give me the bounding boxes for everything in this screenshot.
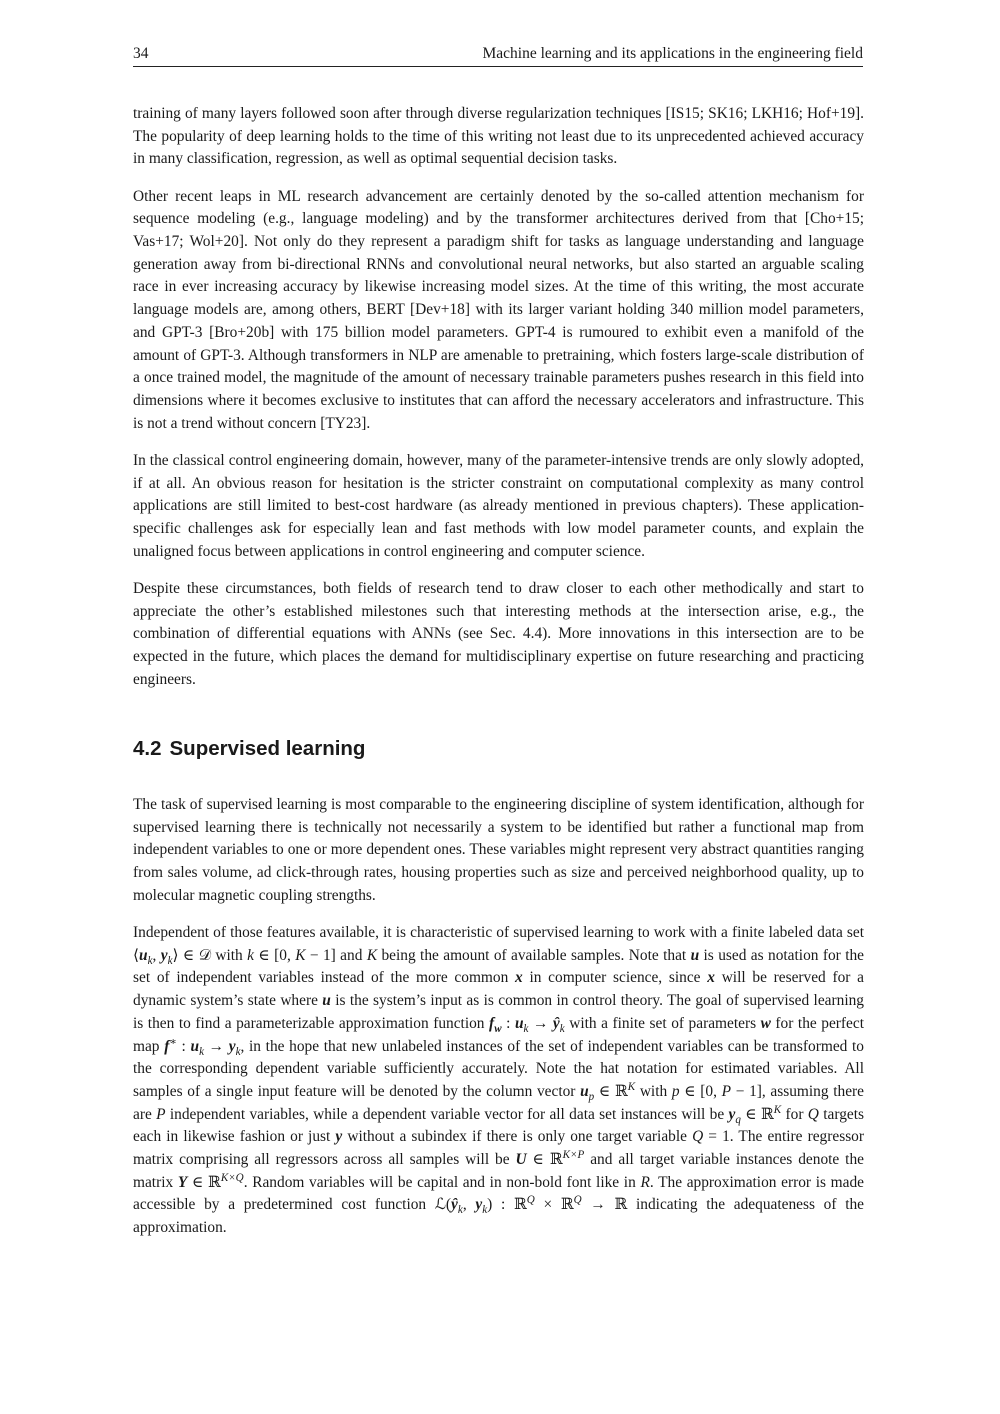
paragraph-supervised-notation: Independent of those features available, it is characteristic of supervised learning to work with a finite labeled data set $⟨u_k$, $y_k⟩$ ∈ 𝒟 with k ∈ [0, K − 1] and K being the amount of available samples. Note that u is used as notation for the set of independent variables instead of the more common x in computer science, since x will be reserved for a dynamic system’s state where u is the system’s input as is common in control theory. The goal of supervised learning is then to find a parameterizable approximation function $f_w$ : $u_k$ → $ŷ_k$ with a finite set of parameters w for the perfect map f∗ : $u_k \to y_k$, in the hope that new unlabeled instances of the set of independent variables can be transformed to the corresponding dependent variable sufficiently accurately. Note the hat notation for estimated variables. All samples of a single input feature will be denoted by the column vector $u_p$ ∈ ℝ$^K$ with p ∈ [0, P − 1], assuming there are P independent variables, while a dependent variable vector for all data set instances will be $y_q$ ∈ ℝ$^K$ for Q targets each in likewise fashion or just y without a subindex if there is only one target variable Q = 1. The entire regressor matrix comprising all regressors across all samples will be U ∈ ℝ$^{K\times P}$ and all target variable instances denote the matrix Y ∈ ℝ$^{K\times Q}$. Random variables will be capital and in non-bold font like in R. The approximation error is made accessible by a predetermined cost function $ℒ(ŷ_k$, $y_k$) : ℝ$^Q$ × ℝ$^Q$ → ℝ indicating the adequateness of the approximation. <box>133 924 865 1237</box>
paragraph-supervised-intro: The task of supervised learning is most comparable to the engineering discipline of system identification, although for supervised learning there is technically not necessarily a system to be identified but rather a functional map from independent variables to one or more dependent ones. These variables might represent very abstract quantities ranging from sales volume, ad click-through rates, housing properties such as size and perceived neighborhood quality, up to molecular magnetic coupling strengths. <box>133 796 864 904</box>
section-title: Supervised learning <box>169 737 366 760</box>
section-heading <box>133 736 864 762</box>
page-number: 34 <box>133 45 149 62</box>
paragraph-attention: Other recent leaps in ML research advancement are certainly denoted by the so-called attention mechanism for sequence modeling (e.g., language modeling) and by the transformer architectures derived from that [Cho+15; Vas+17; Wol+20]. Not only do they represent a paradigm shift for tasks as language understanding and language generation away from bi-directional RNNs and convolutional neural networks, but also started an arguable scaling race in ever increasing accuracy by likewise increasing model sizes. At the time of this writing, the most accurate language models are, among others, BERT [Dev+18] with its larger variant holding 340 million model parameters, and GPT-3 [Bro+20b] with 175 billion model parameters. GPT-4 is rumoured to exhibit even a manifold of the amount of GPT-3. Although transformers in NLP are amenable to pretraining, which fosters large-scale distribution of a once trained model, the magnitude of the amount of necessary trainable parameters pushes research in this field into dimensions where it becomes exclusive to institutes that can afford the necessary accelerators and infrastructure. This is not a trend without concern [TY23]. <box>133 187 864 432</box>
body-text-supervised <box>133 794 864 1254</box>
section-number: 4.2 <box>133 737 162 760</box>
paragraph-intersection: Despite these circumstances, both fields of research tend to draw closer to each other methodically and start to appreciate the other’s established milestones such that interesting methods at the intersection arise, e.g., the combination of differential equations with ANNs (see Sec. 4.4). More innovations in this intersection are to be expected in the future, which places the demand for multidisciplinary expertise on future researching and practicing engineers. <box>133 579 864 688</box>
page-header <box>133 44 863 67</box>
running-title: Machine learning and its applications in the engineering field <box>482 45 863 62</box>
paragraph-control-engineering: In the classical control engineering domain, however, many of the parameter-intensive trends are only slowly adopted, if at all. An obvious reason for hesitation is the stricter constraint on computational complexity as many control applications are still limited to best-cost hardware (as already mentioned in previous chapters). These application-specific challenges ask for especially lean and fast methods with low model parameter counts, and explain the unaligned focus between applications in control engineering and computer science. <box>133 451 864 560</box>
paragraph-deep-learning: training of many layers followed soon after through diverse regularization techniques [IS15; SK16; LKH16; Hof+19]. The popularity of deep learning holds to the time of this writing not least due to its unprecedented achieved accuracy in many classification, regression, as well as optimal sequential decision tasks. <box>133 105 864 168</box>
body-text-top <box>133 103 864 706</box>
